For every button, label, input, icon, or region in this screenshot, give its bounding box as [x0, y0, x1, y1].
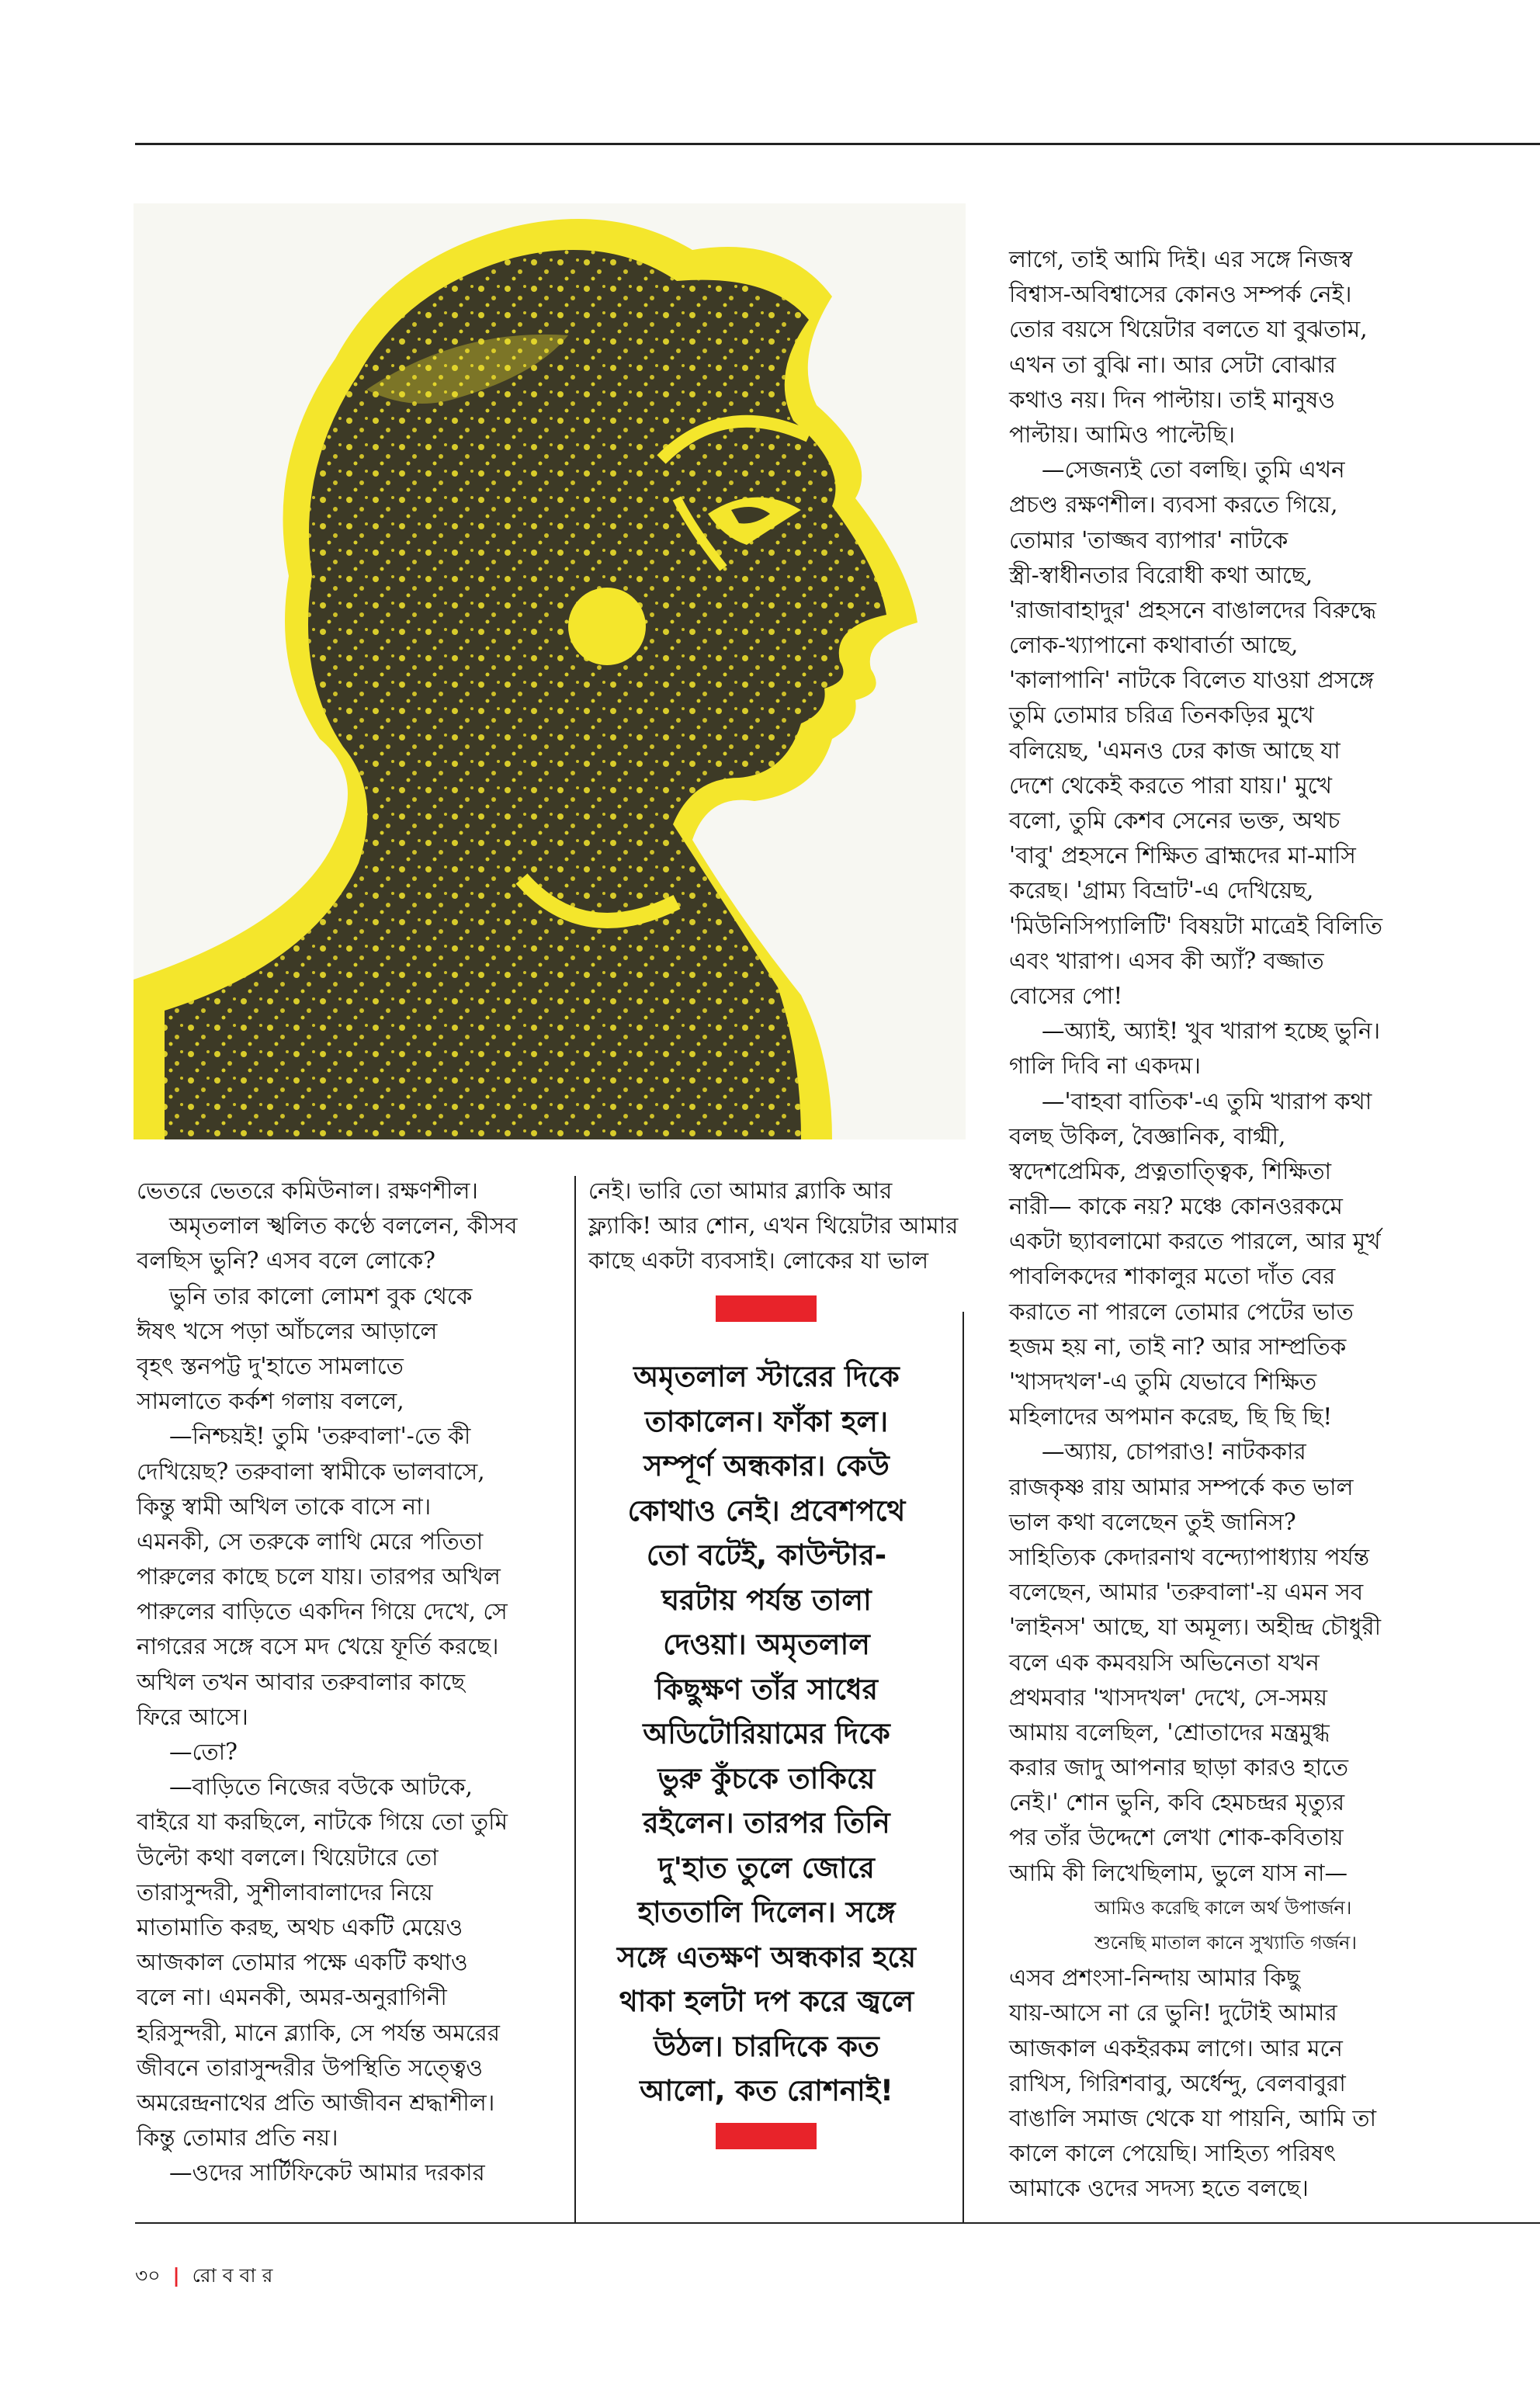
text-line: রাখিস, গিরিশবাবু, অর্ধেন্দু, বেলবাবুরা	[1009, 2069, 1346, 2096]
text-line: যায়-আসে না রে ভুনি! দুটোই আমার	[1009, 1999, 1337, 2027]
text-line: অডিটোরিয়ামের দিকে	[643, 1717, 890, 1750]
text-line: —'বাহবা বাতিক'-এ তুমি খারাপ কথা	[1042, 1087, 1372, 1115]
text-line: একটা ছ্যাবলামো করতে পারলে, আর মূর্খ	[1009, 1228, 1381, 1255]
text-line: ফিরে আসে।	[137, 1703, 248, 1730]
text-line: কিন্তু স্বামী অখিল তাকে বাসে না।	[137, 1493, 432, 1520]
text-line: এবং খারাপ। এসব কী অ্যাঁ? বজ্জাত	[1009, 947, 1324, 974]
text-line: করার জাদু আপনার ছাড়া কারও হাতে	[1009, 1754, 1349, 1781]
woman-silhouette-icon	[134, 203, 966, 1139]
text-line: দু'হাত তুলে জোরে	[658, 1850, 875, 1885]
text-line: উঠল। চারদিকে কত	[654, 2029, 879, 2063]
right-column	[1009, 242, 1382, 2207]
text-line: —নিশ্চয়ই! তুমি 'তরুবালা'-তে কী	[169, 1423, 471, 1450]
text-line: তোমার 'তাজ্জব ব্যাপার' নাটকে	[1009, 526, 1289, 553]
text-line: কথাও নয়। দিন পাল্টায়। তাই মানুষও	[1009, 386, 1336, 413]
text-line: —অ্যাই, অ্যাই! খুব খারাপ হচ্ছে ভুনি।	[1042, 1018, 1381, 1045]
text-line: 'বাবু' প্রহসনে শিক্ষিত ব্রাহ্মদের মা-মাসি	[1009, 842, 1356, 869]
text-line: বলে এক কমবয়সি অভিনেতা যখন	[1009, 1649, 1320, 1676]
text-line: 'লাইনস' আছে, যা অমূল্য। অহীন্দ্র চৌধুরী	[1009, 1614, 1382, 1641]
text-line: —সেজন্যই তো বলছি। তুমি এখন	[1042, 456, 1345, 484]
text-line: ভুরু কুঁচকে তাকিয়ে	[657, 1761, 876, 1795]
text-line: এখন তা বুঝি না। আর সেটা বোঝার	[1009, 351, 1337, 378]
text-line: পারুলের বাড়িতে একদিন গিয়ে দেখে, সে	[137, 1598, 508, 1625]
text-line: আমিও করেছি কালে অর্থ উপার্জন।	[1094, 1896, 1352, 1919]
text-line: আমায় বলেছিল, 'শ্রোতাদের মন্ত্রমুগ্ধ	[1009, 1718, 1330, 1746]
page-number: ৩০	[135, 2264, 161, 2287]
text-line: —অ্যায়, চোপরাও! নাটককার	[1042, 1438, 1306, 1465]
pull-quote-bottom-bar	[716, 2123, 817, 2149]
text-line: প্রথমবার 'খাসদখল' দেখে, সে-সময়	[1009, 1684, 1328, 1711]
text-line: আমাকে ওদের সদস্য হতে বলছে।	[1009, 2175, 1309, 2202]
text-line: কালে কালে পেয়েছি। সাহিত্য পরিষৎ	[1009, 2140, 1337, 2167]
middle-column	[588, 1174, 958, 1279]
text-line: গালি দিবি না একদম।	[1009, 1053, 1201, 1080]
text-line: বলছিস ভুনি? এসব বলে লোকে?	[137, 1247, 435, 1275]
text-line: মাতামাতি করছ, অথচ একটি মেয়েও	[137, 1913, 463, 1940]
text-line: দেশে থেকেই করতে পারা যায়।' মুখে	[1009, 772, 1332, 799]
text-line: দেখিয়েছ? তরুবালা স্বামীকে ভালবাসে,	[137, 1458, 485, 1485]
column-rule-2	[962, 1312, 964, 2224]
text-line: নেই। ভারি তো আমার ব্ল্যাকি আর	[588, 1177, 893, 1204]
text-line: করেছ। 'গ্রাম্য বিভ্রাট'-এ দেখিয়েছ,	[1009, 877, 1314, 904]
pull-quote	[586, 1354, 947, 2114]
text-line: ঘরটায় পর্যন্ত তালা	[661, 1583, 872, 1617]
text-line: বৃহৎ স্তনপট্ট দু'হাতে সামলাতে	[137, 1352, 404, 1379]
text-line: অমরেন্দ্রনাথের প্রতি আজীবন শ্রদ্ধাশীল।	[137, 2089, 495, 2116]
text-line: —বাড়িতে নিজের বউকে আটকে,	[169, 1774, 473, 1801]
text-line: তারাসুন্দরী, সুশীলাবালাদের নিয়ে	[137, 1878, 433, 1906]
footer-separator: |	[172, 2264, 180, 2287]
text-line: বাইরে যা করছিলে, নাটকে গিয়ে তো তুমি	[137, 1809, 508, 1836]
text-line: মহিলাদের অপমান করেছ, ছি ছি ছি!	[1009, 1403, 1333, 1431]
text-line: রইলেন। তারপর তিনি	[643, 1806, 890, 1840]
text-line: কাছে একটা ব্যবসাই। লোকের যা ভাল	[588, 1247, 929, 1275]
text-line: সামলাতে কর্কশ গলায় বললে,	[137, 1388, 404, 1415]
text-line: দেওয়া। অমৃতলাল	[663, 1628, 870, 1661]
text-line: বিশ্বাস-অবিশ্বাসের কোনও সম্পর্ক নেই।	[1009, 281, 1352, 308]
text-line: কিন্তু তোমার প্রতি নয়।	[137, 2124, 338, 2152]
text-line: ভেতরে ভেতরে কমিউনাল। রক্ষণশীল।	[137, 1177, 478, 1204]
text-line: স্বদেশপ্রেমিক, প্রত্নতাত্ত্বিক, শিক্ষিতা	[1009, 1157, 1332, 1184]
text-line: পাবলিকদের শাকালুর মতো দাঁত বের	[1009, 1263, 1336, 1290]
text-line: নেই।' শোন ভুনি, কবি হেমচন্দ্রর মৃত্যুর	[1009, 1789, 1345, 1816]
text-line: সঙ্গে এতক্ষণ অন্ধকার হয়ে	[616, 1940, 917, 1974]
text-line: —তো?	[169, 1739, 238, 1765]
page-footer	[135, 2260, 272, 2294]
text-line: নাগরের সঙ্গে বসে মদ খেয়ে ফূর্তি করছে।	[137, 1633, 499, 1660]
text-line: অখিল তখন আবার তরুবালার কাছে	[137, 1668, 466, 1695]
text-line: থাকা হলটা দপ করে জ্বলে	[619, 1985, 914, 2018]
text-line: —ওদের সার্টিফিকেট আমার দরকার	[169, 2159, 485, 2187]
text-line: তোর বয়সে থিয়েটার বলতে যা বুঝতাম,	[1009, 316, 1368, 343]
text-line: বলো, তুমি কেশব সেনের ভক্ত, অথচ	[1009, 807, 1341, 834]
column-rule-1	[574, 1176, 576, 2224]
magazine-name: রো ব বা র	[192, 2264, 273, 2287]
text-line: হরিসুন্দরী, মানে ব্ল্যাকি, সে পর্যন্ত অমরের	[137, 2019, 501, 2046]
text-line: স্ত্রী-স্বাধীনতার বিরোধী কথা আছে,	[1009, 561, 1313, 588]
text-line: পর তাঁর উদ্দেশে লেখা শোক-কবিতায়	[1009, 1824, 1344, 1851]
text-line: উল্টো কথা বললে। থিয়েটারে তো	[137, 1843, 439, 1871]
text-line: বলেছেন, আমার 'তরুবালা'-য় এমন সব	[1009, 1579, 1364, 1606]
text-line: এসব প্রশংসা-নিন্দায় আমার কিছু	[1009, 1965, 1300, 1992]
text-line: শুনেছি মাতাল কানে সুখ্যাতি গর্জন।	[1094, 1932, 1357, 1954]
text-line: আমি কী লিখেছিলাম, ভুলে যাস না—	[1009, 1859, 1348, 1886]
text-line: বলছ উকিল, বৈজ্ঞানিক, বাগ্মী,	[1009, 1122, 1286, 1150]
text-line: লাগে, তাই আমি দিই। এর সঙ্গে নিজস্ব	[1009, 246, 1353, 272]
text-line: 'মিউনিসিপ্যালিটি' বিষয়টা মাত্রেই বিলিতি	[1009, 912, 1382, 939]
text-line: তো বটেই, কাউন্টার-	[646, 1538, 887, 1572]
text-line: বলে না। এমনকী, অমর-অনুরাগিনী	[137, 1984, 447, 2011]
text-line: রাজকৃষ্ণ রায় আমার সম্পর্কে কত ভাল	[1009, 1473, 1354, 1500]
text-line: ফ্ল্যাকি! আর শোন, এখন থিয়েটার আমার	[588, 1212, 959, 1240]
text-line: তাকালেন। ফাঁকা হল।	[644, 1404, 889, 1438]
text-line: তুমি তোমার চরিত্র তিনকড়ির মুখে	[1009, 702, 1314, 729]
top-rule	[135, 143, 1540, 145]
text-line: প্রচণ্ড রক্ষণশীল। ব্যবসা করতে গিয়ে,	[1009, 491, 1338, 518]
text-line: বলিয়েছ, 'এমনও ঢের কাজ আছে যা	[1009, 737, 1341, 764]
text-line: বাঙালি সমাজ থেকে যা পায়নি, আমি তা	[1009, 2104, 1377, 2131]
text-line: জীবনে তারাসুন্দরীর উপস্থিতি সত্ত্বেও	[137, 2054, 484, 2081]
text-line: নারী— কাকে নয়? মঞ্চে কোনওরকমে	[1009, 1193, 1343, 1220]
text-line: সাহিত্যিক কেদারনাথ বন্দ্যোপাধ্যায় পর্যন্ত	[1009, 1543, 1370, 1570]
text-line: পারুলের কাছে চলে যায়। তারপর অখিল	[137, 1563, 501, 1590]
text-line: হাততালি দিলেন। সঙ্গে	[637, 1895, 896, 1929]
left-column	[137, 1174, 518, 2190]
text-line: এমনকী, সে তরুকে লাথি মেরে পতিতা	[137, 1528, 484, 1555]
text-line: 'খাসদখল'-এ তুমি যেভাবে শিক্ষিত	[1009, 1368, 1317, 1395]
bottom-rule	[135, 2222, 1540, 2224]
text-line: ভাল কথা বলেছেন তুই জানিস?	[1009, 1508, 1296, 1535]
text-line: অমৃতলাল স্খলিত কণ্ঠে বললেন, কীসব	[169, 1212, 518, 1240]
text-line: করাতে না পারলে তোমার পেটের ভাত	[1009, 1298, 1354, 1325]
text-line: অমৃতলাল স্টারের দিকে	[633, 1360, 900, 1393]
text-line: কোথাও নেই। প্রবেশপথে	[627, 1493, 906, 1528]
text-line: হজম হয় না, তাই না? আর সাম্প্রতিক	[1009, 1333, 1347, 1360]
text-line: ভুনি তার কালো লোমশ বুক থেকে	[169, 1282, 473, 1309]
text-line: পাল্টায়। আমিও পাল্টেছি।	[1009, 421, 1236, 448]
text-line: 'কালাপানি' নাটকে বিলেত যাওয়া প্রসঙ্গে	[1009, 667, 1374, 694]
text-line: ঈষৎ খসে পড়া আঁচলের আড়ালে	[137, 1317, 438, 1344]
text-line: কিছুক্ষণ তাঁর সাধের	[655, 1672, 878, 1706]
text-line: বোসের পো!	[1009, 982, 1123, 1009]
pull-quote-top-bar	[716, 1295, 817, 1322]
text-line: 'রাজাবাহাদুর' প্রহসনে বাঙালদের বিরুদ্ধে	[1009, 596, 1377, 623]
text-line: আলো, কত রোশনাই!	[640, 2074, 893, 2107]
text-line: আজকাল তোমার পক্ষে একটি কথাও	[137, 1949, 468, 1976]
text-line: লোক-খ্যাপানো কথাবার্তা আছে,	[1009, 632, 1299, 659]
text-line: সম্পূর্ণ অন্ধকার। কেউ	[643, 1449, 890, 1483]
text-line: আজকাল একইরকম লাগে। আর মনে	[1009, 2034, 1343, 2062]
